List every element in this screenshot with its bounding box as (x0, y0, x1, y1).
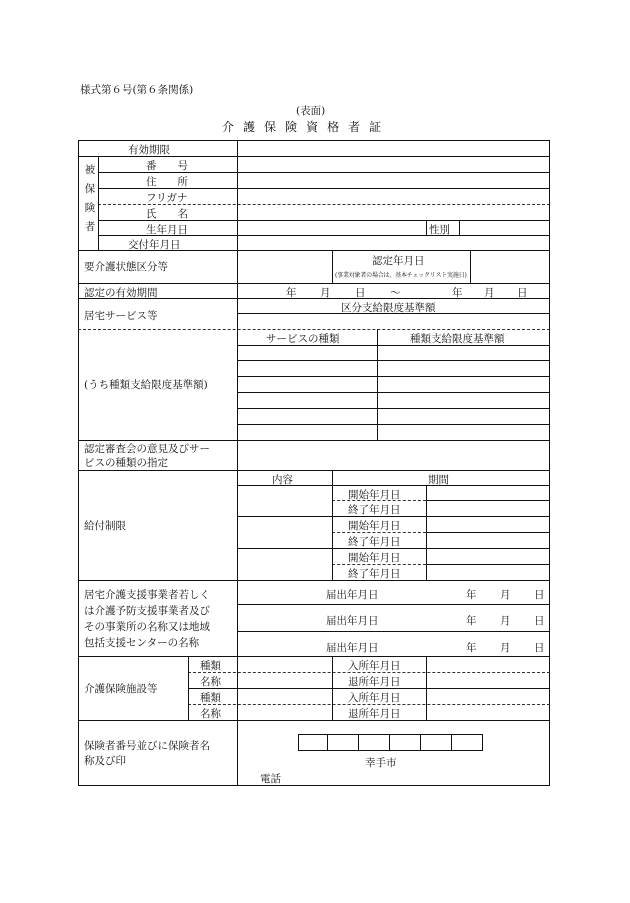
insurer-label-line2: 称及び印 (84, 755, 126, 767)
service-type-header: サービスの種類 (266, 333, 340, 345)
admit-date-1: 入所年月日 (348, 660, 401, 672)
care-status-label: 要介護状態区分等 (84, 261, 168, 273)
insurer-phone-label: 電話 (260, 773, 281, 785)
birthdate-label: 生年月日 (146, 224, 188, 236)
subtype-limit-label: (うち種類支給限度基準額) (84, 379, 208, 391)
form-number: 様式第６号(第６条関係) (80, 84, 194, 96)
period-start-day: 日 (355, 287, 366, 299)
type-limit-header: 種類支給限度基準額 (410, 333, 505, 345)
validity-label: 有効期限 (128, 144, 170, 156)
notified-day-2: 日 (534, 615, 545, 627)
insurer-digit-box[interactable] (390, 734, 421, 751)
notified-year-3: 年 (466, 642, 477, 654)
notified-year-2: 年 (466, 615, 477, 627)
notified-month-1: 月 (500, 589, 511, 601)
provider-label-line1: 居宅介護支援事業者若しく (84, 589, 210, 601)
facility-name-1: 名称 (200, 676, 221, 688)
leave-date-2: 退所年月日 (348, 708, 401, 720)
insurer-digit-box[interactable] (298, 734, 328, 751)
restriction-label: 給付制限 (84, 520, 126, 532)
restriction-end-2: 終了年月日 (348, 536, 401, 548)
leave-date-1: 退所年月日 (348, 676, 401, 688)
name-label: 氏 名 (146, 208, 188, 220)
notified-day-1: 日 (534, 589, 545, 601)
insurer-digit-box[interactable] (452, 734, 483, 751)
address-label: 住 所 (146, 176, 188, 188)
restriction-end-3: 終了年月日 (348, 568, 401, 580)
facility-kind-1: 種類 (200, 660, 221, 672)
insurer-digit-box[interactable] (421, 734, 452, 751)
opinion-label-line1: 認定審査会の意見及びサー (84, 443, 210, 455)
period-end-month: 月 (484, 287, 495, 299)
period-end-year: 年 (452, 287, 463, 299)
insurer-number-boxes (298, 734, 483, 751)
restriction-end-1: 終了年月日 (348, 504, 401, 516)
facility-name-2: 名称 (200, 708, 221, 720)
admit-date-2: 入所年月日 (348, 692, 401, 704)
side-label: (表面) (296, 105, 326, 117)
insurer-label-line1: 保険者番号並びに保険者名 (84, 740, 210, 752)
restriction-start-3: 開始年月日 (348, 552, 401, 564)
notified-month-2: 月 (500, 615, 511, 627)
issue-date-label: 交付年月日 (128, 239, 181, 251)
home-service-label: 居宅サービス等 (84, 310, 158, 322)
period-tilde: ～ (390, 287, 401, 299)
cert-date-note: (事業対象者の場合は、基本チェックリスト実施日) (335, 272, 467, 279)
notified-day-3: 日 (534, 642, 545, 654)
sex-label: 性別 (429, 224, 450, 236)
notified-date-3: 届出年月日 (326, 642, 379, 654)
restriction-start-1: 開始年月日 (348, 489, 401, 501)
notified-year-1: 年 (466, 589, 477, 601)
facility-kind-2: 種類 (200, 692, 221, 704)
furigana-label: フリガナ (146, 192, 188, 204)
insurer-digit-box[interactable] (359, 734, 390, 751)
provider-label-line4: 包括支援センターの名称 (84, 637, 200, 649)
restriction-start-2: 開始年月日 (348, 520, 401, 532)
notified-date-1: 届出年月日 (326, 589, 379, 601)
period-end-day: 日 (517, 287, 528, 299)
insured-side-label: 被 保 険 者 (84, 164, 96, 233)
notified-month-3: 月 (500, 642, 511, 654)
facility-label: 介護保険施設等 (84, 683, 158, 695)
restriction-content-header: 内容 (272, 474, 293, 486)
period-start-year: 年 (286, 287, 297, 299)
cert-period-label: 認定の有効期間 (84, 287, 158, 299)
number-label: 番 号 (146, 160, 188, 172)
insurer-digit-box[interactable] (328, 734, 359, 751)
limit-amount-label: 区分支給限度基準額 (341, 302, 436, 314)
opinion-label-line2: ビスの種類の指定 (84, 457, 168, 469)
period-start-month: 月 (320, 287, 331, 299)
cert-date-label: 認定年月日 (372, 255, 425, 267)
restriction-period-header: 期間 (428, 474, 449, 486)
provider-label-line3: その事業所の名称又は地域 (84, 621, 210, 633)
provider-label-line2: は介護予防支援事業者及び (84, 605, 210, 617)
notified-date-2: 届出年月日 (326, 615, 379, 627)
insurer-city: 幸手市 (365, 757, 397, 769)
form-title: 介護保険資格者証 (222, 120, 382, 134)
